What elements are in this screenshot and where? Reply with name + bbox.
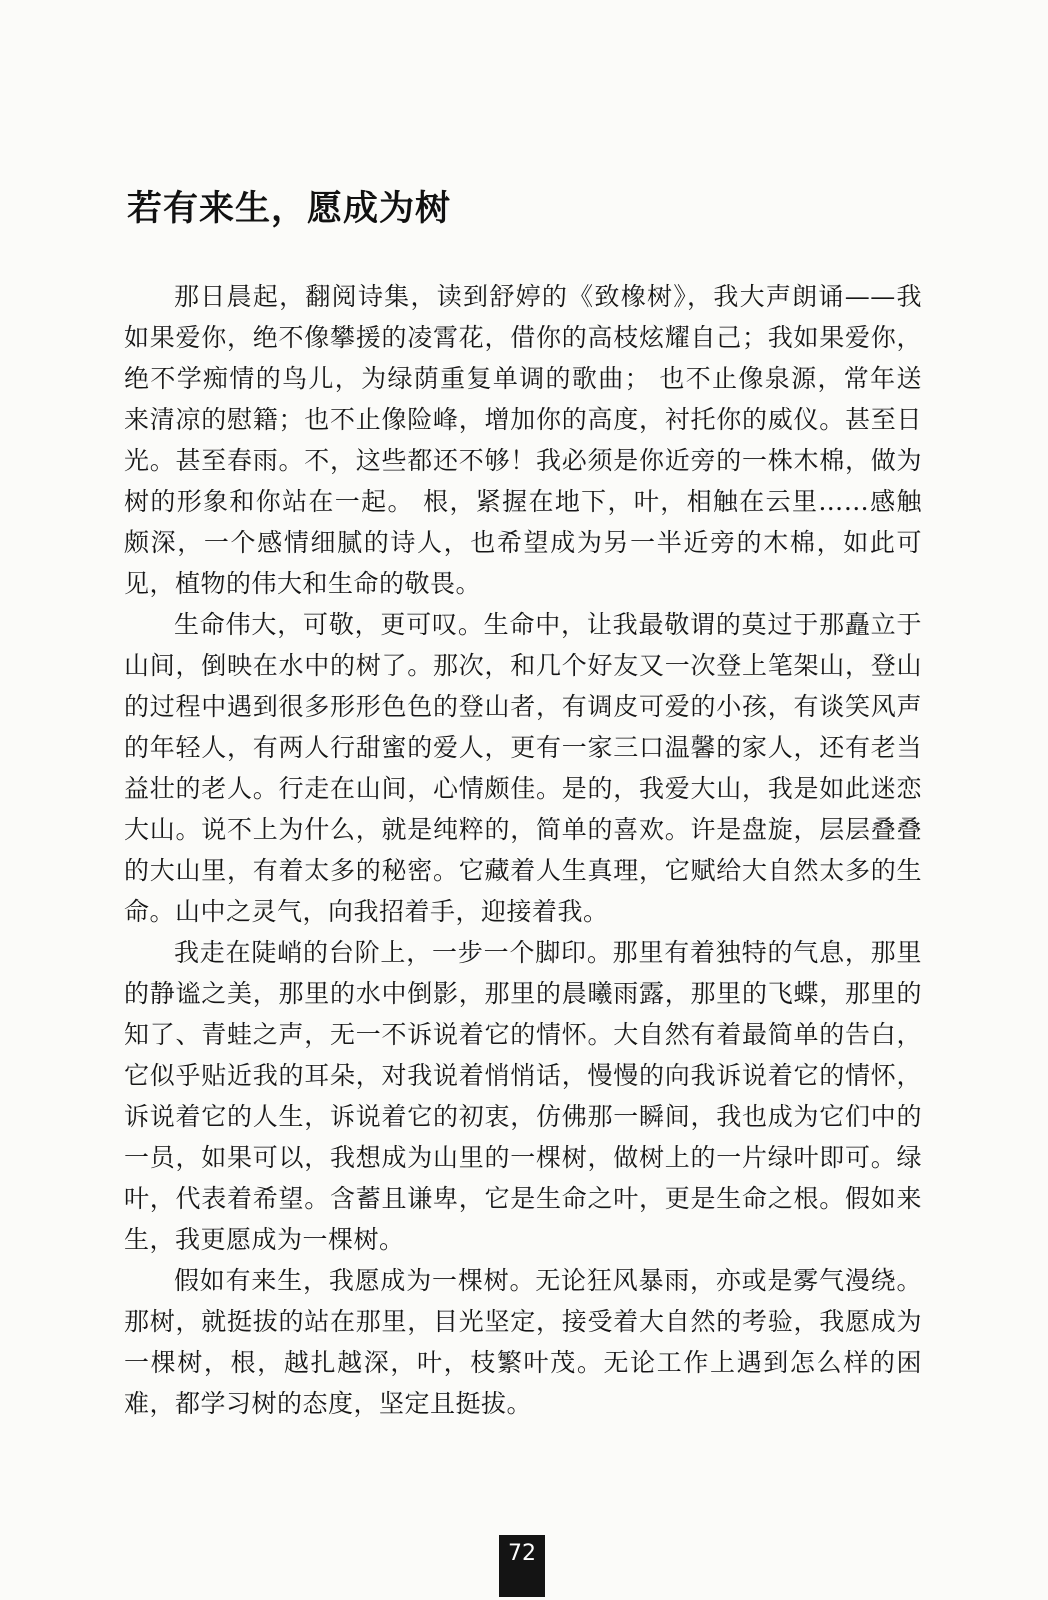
paragraph-1: 那日晨起，翻阅诗集，读到舒婷的《致橡树》，我大声朗诵——我如果爱你，绝不像攀援的凌霄花，借你的高枝炫耀自己；我如果爱你，绝不学痴情的鸟儿，为绿荫重复单调的歌曲； 也不止像泉源，常年送来清凉的慰籍；也不止像险峰，增加你的高度，衬托你的威仪。甚至日光。甚至春雨。不，这些都还不够！我必须是你近旁的一株木棉，做为树的形象和你站在一起。 根，紧握在地下，叶，相触在云里……感触颇深，一个感情细腻的诗人，也希望成为另一半近旁的木棉，如此可见，植物的伟大和生命的敬畏。 bbox=[124, 282, 922, 598]
chapter-title: 若有来生，愿成为树 bbox=[127, 189, 452, 229]
paragraph-4: 假如有来生，我愿成为一棵树。无论狂风暴雨，亦或是雾气漫绕。那树，就挺拔的站在那里，目光坚定，接受着大自然的考验，我愿成为一棵树，根，越扎越深，叶，枝繁叶茂。无论工作上遇到怎么样的困难，都学习树的态度，坚定且挺拔。 bbox=[124, 1266, 922, 1418]
paragraph-3: 我走在陡峭的台阶上，一步一个脚印。那里有着独特的气息，那里的静谧之美，那里的水中倒影，那里的晨曦雨露，那里的飞蝶，那里的知了、青蛙之声，无一不诉说着它的情怀。大自然有着最简单的告白，它似乎贴近我的耳朵，对我说着悄悄话，慢慢的向我诉说着它的情怀，诉说着它的人生，诉说着它的初衷，仿佛那一瞬间，我也成为它们中的一员，如果可以，我想成为山里的一棵树，做树上的一片绿叶即可。绿叶，代表着希望。含蓄且谦卑，它是生命之叶，更是生命之根。假如来生，我更愿成为一棵树。 bbox=[124, 938, 922, 1254]
page-number: 72 bbox=[499, 1535, 545, 1597]
body-text bbox=[124, 276, 922, 1424]
paragraph-2: 生命伟大，可敬，更可叹。生命中，让我最敬谓的莫过于那矗立于山间，倒映在水中的树了。那次，和几个好友又一次登上笔架山，登山的过程中遇到很多形形色色的登山者，有调皮可爱的小孩，有谈笑风声的年轻人，有两人行甜蜜的爱人，更有一家三口温馨的家人，还有老当益壮的老人。行走在山间，心情颇佳。是的，我爱大山，我是如此迷恋大山。说不上为什么，就是纯粹的，简单的喜欢。许是盘旋，层层叠叠的大山里，有着太多的秘密。它藏着人生真理，它赋给大自然太多的生命。山中之灵气，向我招着手，迎接着我。 bbox=[124, 610, 922, 926]
